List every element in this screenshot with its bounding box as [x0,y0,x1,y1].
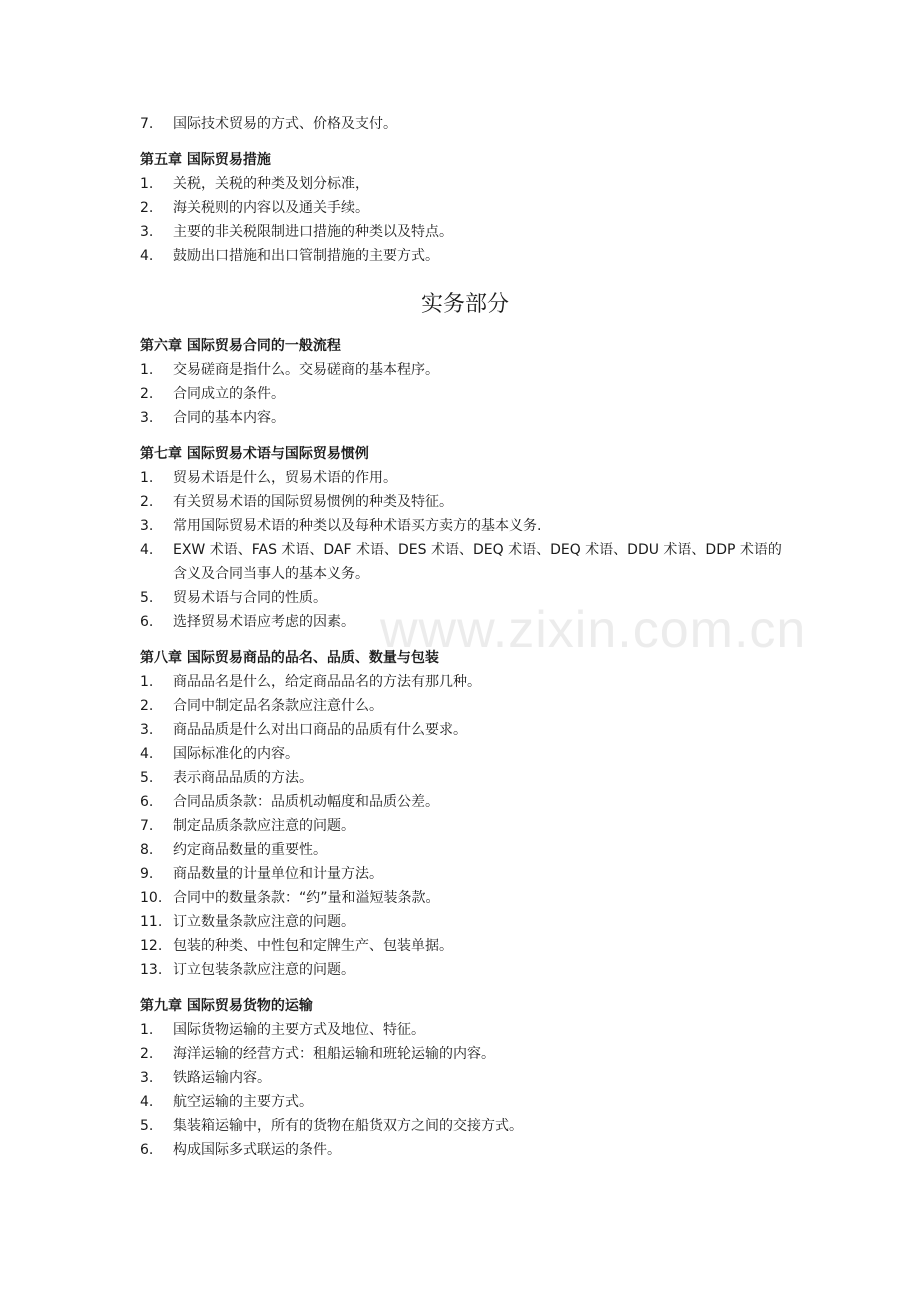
list-item [140,466,790,490]
item-text: 表示商品品质的方法。 [173,770,313,786]
list-item [140,934,790,958]
chapter6-list [140,358,790,430]
item-text: EXW 术语、FAS 术语、DAF 术语、DES 术语、DEQ 术语、DEQ 术语、DDU 术语、DDP 术语的含义及合同当事人的基本义务。 [173,542,782,582]
item-text: 合同成立的条件。 [173,386,285,402]
list-item [140,490,790,514]
item-text: 商品品名是什么，给定商品品名的方法有那几种。 [173,674,481,690]
item-number: 8. [140,842,154,858]
item-text: 合同中的数量条款：“约”量和溢短装条款。 [173,890,440,906]
list-item [140,358,790,382]
document-content [140,112,790,1162]
item-text: 鼓励出口措施和出口管制措施的主要方式。 [173,248,439,264]
list-item [140,814,790,838]
list-item [140,1018,790,1042]
list-item [140,1066,790,1090]
list-item [140,718,790,742]
item-number: 3. [140,1070,154,1086]
item-number: 2. [140,386,154,402]
chapter7-heading: 第七章 国际贸易术语与国际贸易惯例 [140,446,369,462]
list-item [140,1090,790,1114]
item-number: 4. [140,746,154,762]
item-number: 1. [140,674,154,690]
item-text: 国际标准化的内容。 [173,746,299,762]
item-number: 11. [140,914,163,930]
chapter8-heading: 第八章 国际贸易商品的品名、品质、数量与包装 [140,650,439,666]
item-number: 4. [140,542,154,558]
item-text: 常用国际贸易术语的种类以及每种术语买方卖方的基本义务. [173,518,542,534]
list-item [140,406,790,430]
item-text: 订立包装条款应注意的问题。 [173,962,355,978]
list-item [140,610,790,634]
chapter8-list [140,670,790,982]
list-item [140,862,790,886]
list-item [140,742,790,766]
item-text: 海洋运输的经营方式：租船运输和班轮运输的内容。 [173,1046,495,1062]
item-text: 合同的基本内容。 [173,410,285,426]
list-item [140,910,790,934]
item-number: 3. [140,518,154,534]
list-item [140,196,790,220]
item-number: 1. [140,362,154,378]
list-item [140,538,790,586]
item-number: 4. [140,1094,154,1110]
item-text: 海关税则的内容以及通关手续。 [173,200,369,216]
item-number: 7. [140,116,154,132]
watermark-text: www.zixin.com.cn [380,601,807,659]
item-number: 5. [140,1118,154,1134]
item-number: 12. [140,938,163,954]
item-text: 交易磋商是指什么。交易磋商的基本程序。 [173,362,439,378]
item-number: 3. [140,224,154,240]
item-text: 商品品质是什么对出口商品的品质有什么要求。 [173,722,467,738]
item-number: 4. [140,248,154,264]
chapter5-heading: 第五章 国际贸易措施 [140,152,271,168]
item-number: 5. [140,590,154,606]
item-number: 2. [140,494,154,510]
item-number: 2. [140,1046,154,1062]
item-text: 贸易术语是什么，贸易术语的作用。 [173,470,397,486]
item-text: 有关贸易术语的国际贸易惯例的种类及特征。 [173,494,453,510]
item-number: 3. [140,722,154,738]
item-number: 5. [140,770,154,786]
item-number: 1. [140,1022,154,1038]
part-title: 实务部分 [420,292,509,317]
chapter6-heading: 第六章 国际贸易合同的一般流程 [140,338,341,354]
list-item [140,1114,790,1138]
item-number: 2. [140,200,154,216]
list-item [140,1042,790,1066]
list-item [140,244,790,268]
item-text: 商品数量的计量单位和计量方法。 [173,866,383,882]
item-text: 约定商品数量的重要性。 [173,842,327,858]
item-text: 制定品质条款应注意的问题。 [173,818,355,834]
list-item [140,1138,790,1162]
item-text: 合同品质条款：品质机动幅度和品质公差。 [173,794,439,810]
item-text: 贸易术语与合同的性质。 [173,590,327,606]
item-text: 航空运输的主要方式。 [173,1094,313,1110]
list-item [140,886,790,910]
item-text: 国际货物运输的主要方式及地位、特征。 [173,1022,425,1038]
item-text: 选择贸易术语应考虑的因素。 [173,614,355,630]
item-text: 包装的种类、中性包和定牌生产、包装单据。 [173,938,453,954]
list-item [140,694,790,718]
item-number: 2. [140,698,154,714]
item-number: 1. [140,176,154,192]
item-text: 铁路运输内容。 [173,1070,271,1086]
item-text: 国际技术贸易的方式、价格及支付。 [173,116,397,132]
chapter5-list [140,172,790,268]
item-number: 3. [140,410,154,426]
item-number: 6. [140,1142,154,1158]
item-text: 合同中制定品名条款应注意什么。 [173,698,383,714]
item-number: 10. [140,890,163,906]
item-number: 1. [140,470,154,486]
item-number: 6. [140,794,154,810]
item-text: 主要的非关税限制进口措施的种类以及特点。 [173,224,453,240]
item-text: 集装箱运输中，所有的货物在船货双方之间的交接方式。 [173,1118,523,1134]
item-number: 13. [140,962,163,978]
list-item [140,220,790,244]
list-item [140,766,790,790]
item-text: 关税，关税的种类及划分标准， [173,176,369,192]
list-item [140,382,790,406]
chapter9-list [140,1018,790,1162]
item-number: 7. [140,818,154,834]
item-text: 构成国际多式联运的条件。 [173,1142,341,1158]
list-item [140,670,790,694]
list-item [140,112,790,136]
item-text: 订立数量条款应注意的问题。 [173,914,355,930]
list-item [140,790,790,814]
list-item [140,958,790,982]
list-item [140,838,790,862]
chapter7-list [140,466,790,634]
item-number: 9. [140,866,154,882]
item-number: 6. [140,614,154,630]
chapter9-heading: 第九章 国际贸易货物的运输 [140,998,313,1014]
list-item [140,172,790,196]
list-item [140,514,790,538]
list-item [140,586,790,610]
